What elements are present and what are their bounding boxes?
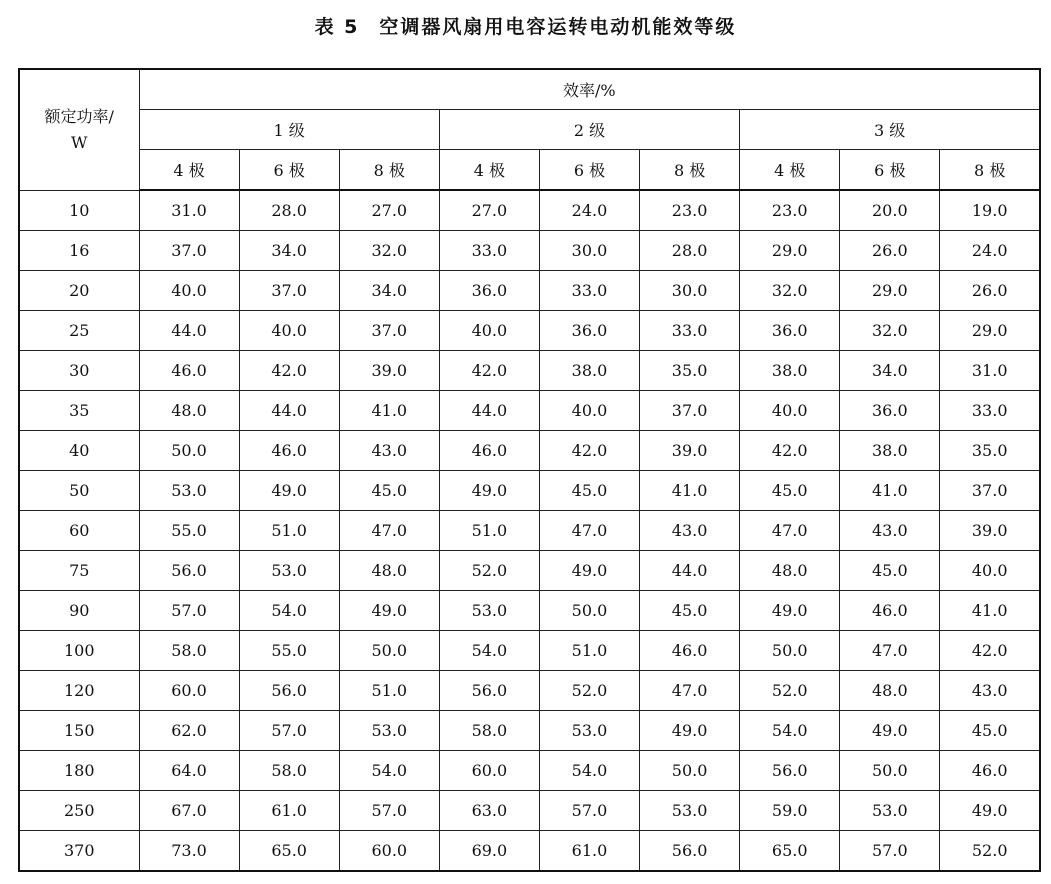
efficiency-cell: 30.0	[539, 231, 639, 271]
efficiency-cell: 48.0	[740, 551, 840, 591]
pole-header: 6 极	[239, 150, 339, 191]
efficiency-cell: 46.0	[139, 351, 239, 391]
efficiency-cell: 49.0	[740, 591, 840, 631]
efficiency-cell: 33.0	[439, 231, 539, 271]
efficiency-cell: 38.0	[539, 351, 639, 391]
efficiency-cell: 52.0	[439, 551, 539, 591]
efficiency-cell: 40.0	[940, 551, 1040, 591]
table-row	[19, 190, 1040, 231]
efficiency-cell: 36.0	[840, 391, 940, 431]
pole-header: 6 极	[840, 150, 940, 191]
efficiency-cell: 51.0	[439, 511, 539, 551]
efficiency-cell: 41.0	[339, 391, 439, 431]
efficiency-cell: 45.0	[840, 551, 940, 591]
efficiency-cell: 60.0	[139, 671, 239, 711]
table-row	[19, 791, 1040, 831]
table-row	[19, 671, 1040, 711]
efficiency-cell: 58.0	[439, 711, 539, 751]
efficiency-cell: 37.0	[139, 231, 239, 271]
grade-2-header: 2 级	[439, 110, 739, 150]
efficiency-cell: 57.0	[339, 791, 439, 831]
efficiency-cell: 58.0	[239, 751, 339, 791]
efficiency-cell: 33.0	[539, 271, 639, 311]
rated-power-header	[19, 69, 139, 190]
efficiency-cell: 47.0	[640, 671, 740, 711]
efficiency-cell: 32.0	[339, 231, 439, 271]
efficiency-cell: 29.0	[840, 271, 940, 311]
efficiency-cell: 30.0	[640, 271, 740, 311]
rated-power-cell: 75	[19, 551, 139, 591]
efficiency-cell: 43.0	[840, 511, 940, 551]
efficiency-cell: 69.0	[439, 831, 539, 872]
table-title	[0, 12, 1051, 39]
efficiency-cell: 29.0	[740, 231, 840, 271]
table-row	[19, 431, 1040, 471]
table-row	[19, 231, 1040, 271]
efficiency-cell: 39.0	[339, 351, 439, 391]
efficiency-cell: 53.0	[439, 591, 539, 631]
table-header	[19, 69, 1040, 190]
efficiency-cell: 32.0	[840, 311, 940, 351]
efficiency-cell: 63.0	[439, 791, 539, 831]
efficiency-cell: 52.0	[539, 671, 639, 711]
efficiency-cell: 56.0	[439, 671, 539, 711]
efficiency-cell: 35.0	[640, 351, 740, 391]
efficiency-cell: 53.0	[339, 711, 439, 751]
efficiency-cell: 49.0	[239, 471, 339, 511]
efficiency-cell: 45.0	[539, 471, 639, 511]
table-row	[19, 351, 1040, 391]
rated-power-cell: 20	[19, 271, 139, 311]
rated-power-cell: 180	[19, 751, 139, 791]
efficiency-cell: 61.0	[239, 791, 339, 831]
efficiency-cell: 41.0	[640, 471, 740, 511]
efficiency-cell: 53.0	[640, 791, 740, 831]
rated-power-cell: 120	[19, 671, 139, 711]
efficiency-cell: 56.0	[239, 671, 339, 711]
efficiency-cell: 52.0	[740, 671, 840, 711]
efficiency-cell: 53.0	[139, 471, 239, 511]
table-row	[19, 271, 1040, 311]
table-body	[19, 190, 1040, 871]
efficiency-cell: 57.0	[539, 791, 639, 831]
efficiency-cell: 61.0	[539, 831, 639, 872]
rated-power-cell: 40	[19, 431, 139, 471]
efficiency-header: 效率/%	[139, 69, 1040, 110]
efficiency-cell: 35.0	[940, 431, 1040, 471]
efficiency-cell: 49.0	[840, 711, 940, 751]
efficiency-cell: 23.0	[640, 190, 740, 231]
efficiency-cell: 49.0	[940, 791, 1040, 831]
efficiency-cell: 54.0	[539, 751, 639, 791]
efficiency-cell: 23.0	[740, 190, 840, 231]
efficiency-cell: 44.0	[439, 391, 539, 431]
efficiency-cell: 44.0	[640, 551, 740, 591]
efficiency-cell: 45.0	[640, 591, 740, 631]
efficiency-cell: 54.0	[339, 751, 439, 791]
efficiency-cell: 42.0	[239, 351, 339, 391]
efficiency-cell: 42.0	[940, 631, 1040, 671]
efficiency-cell: 37.0	[339, 311, 439, 351]
rated-power-cell: 25	[19, 311, 139, 351]
table-row	[19, 751, 1040, 791]
efficiency-cell: 41.0	[940, 591, 1040, 631]
efficiency-cell: 65.0	[239, 831, 339, 872]
efficiency-cell: 53.0	[539, 711, 639, 751]
efficiency-cell: 55.0	[239, 631, 339, 671]
efficiency-cell: 26.0	[840, 231, 940, 271]
efficiency-cell: 34.0	[239, 231, 339, 271]
efficiency-cell: 42.0	[740, 431, 840, 471]
pole-header: 8 极	[339, 150, 439, 191]
table-row	[19, 311, 1040, 351]
efficiency-cell: 56.0	[139, 551, 239, 591]
rated-power-unit: W	[71, 132, 88, 152]
efficiency-cell: 40.0	[239, 311, 339, 351]
efficiency-cell: 45.0	[740, 471, 840, 511]
efficiency-cell: 65.0	[740, 831, 840, 872]
efficiency-cell: 43.0	[339, 431, 439, 471]
efficiency-cell: 49.0	[439, 471, 539, 511]
efficiency-cell: 50.0	[139, 431, 239, 471]
efficiency-cell: 51.0	[239, 511, 339, 551]
efficiency-cell: 60.0	[339, 831, 439, 872]
table-row	[19, 511, 1040, 551]
rated-power-label: 额定功率/	[44, 106, 114, 126]
efficiency-cell: 56.0	[740, 751, 840, 791]
efficiency-cell: 57.0	[139, 591, 239, 631]
table-caption: 空调器风扇用电容运转电动机能效等级	[379, 16, 737, 38]
efficiency-cell: 39.0	[940, 511, 1040, 551]
table-row	[19, 391, 1040, 431]
rated-power-cell: 50	[19, 471, 139, 511]
efficiency-cell: 47.0	[840, 631, 940, 671]
efficiency-cell: 48.0	[139, 391, 239, 431]
efficiency-cell: 44.0	[239, 391, 339, 431]
efficiency-cell: 39.0	[640, 431, 740, 471]
efficiency-cell: 40.0	[139, 271, 239, 311]
efficiency-cell: 47.0	[740, 511, 840, 551]
efficiency-cell: 50.0	[740, 631, 840, 671]
efficiency-cell: 53.0	[239, 551, 339, 591]
rated-power-cell: 10	[19, 190, 139, 231]
efficiency-cell: 37.0	[940, 471, 1040, 511]
efficiency-cell: 49.0	[539, 551, 639, 591]
rated-power-cell: 30	[19, 351, 139, 391]
rated-power-cell: 90	[19, 591, 139, 631]
efficiency-cell: 50.0	[840, 751, 940, 791]
efficiency-cell: 38.0	[840, 431, 940, 471]
efficiency-cell: 62.0	[139, 711, 239, 751]
efficiency-cell: 20.0	[840, 190, 940, 231]
efficiency-cell: 64.0	[139, 751, 239, 791]
efficiency-cell: 46.0	[640, 631, 740, 671]
efficiency-cell: 73.0	[139, 831, 239, 872]
efficiency-cell: 43.0	[640, 511, 740, 551]
efficiency-cell: 41.0	[840, 471, 940, 511]
efficiency-grade-table	[18, 68, 1041, 872]
table-row	[19, 711, 1040, 751]
rated-power-cell: 370	[19, 831, 139, 872]
efficiency-cell: 44.0	[139, 311, 239, 351]
pole-header: 8 极	[940, 150, 1040, 191]
efficiency-cell: 56.0	[640, 831, 740, 872]
efficiency-cell: 50.0	[539, 591, 639, 631]
efficiency-cell: 50.0	[640, 751, 740, 791]
table-row	[19, 631, 1040, 671]
grade-3-header: 3 级	[740, 110, 1040, 150]
table-row	[19, 831, 1040, 872]
efficiency-cell: 37.0	[239, 271, 339, 311]
efficiency-cell: 52.0	[940, 831, 1040, 872]
efficiency-cell: 27.0	[339, 190, 439, 231]
efficiency-cell: 67.0	[139, 791, 239, 831]
efficiency-cell: 55.0	[139, 511, 239, 551]
pole-header: 6 极	[539, 150, 639, 191]
efficiency-cell: 33.0	[640, 311, 740, 351]
efficiency-cell: 57.0	[840, 831, 940, 872]
efficiency-cell: 45.0	[339, 471, 439, 511]
efficiency-cell: 28.0	[239, 190, 339, 231]
efficiency-cell: 47.0	[539, 511, 639, 551]
pole-header: 8 极	[640, 150, 740, 191]
rated-power-cell: 250	[19, 791, 139, 831]
efficiency-cell: 34.0	[840, 351, 940, 391]
efficiency-cell: 40.0	[740, 391, 840, 431]
rated-power-cell: 16	[19, 231, 139, 271]
efficiency-cell: 49.0	[339, 591, 439, 631]
rated-power-cell: 150	[19, 711, 139, 751]
efficiency-cell: 38.0	[740, 351, 840, 391]
efficiency-cell: 54.0	[239, 591, 339, 631]
efficiency-cell: 46.0	[239, 431, 339, 471]
pole-header: 4 极	[439, 150, 539, 191]
table-row	[19, 471, 1040, 511]
efficiency-cell: 46.0	[840, 591, 940, 631]
efficiency-cell: 36.0	[539, 311, 639, 351]
table-row	[19, 551, 1040, 591]
efficiency-cell: 48.0	[339, 551, 439, 591]
efficiency-cell: 48.0	[840, 671, 940, 711]
efficiency-cell: 60.0	[439, 751, 539, 791]
efficiency-cell: 49.0	[640, 711, 740, 751]
efficiency-cell: 57.0	[239, 711, 339, 751]
efficiency-cell: 54.0	[740, 711, 840, 751]
rated-power-cell: 60	[19, 511, 139, 551]
efficiency-cell: 27.0	[439, 190, 539, 231]
efficiency-cell: 37.0	[640, 391, 740, 431]
efficiency-cell: 33.0	[940, 391, 1040, 431]
efficiency-cell: 42.0	[539, 431, 639, 471]
efficiency-cell: 29.0	[940, 311, 1040, 351]
efficiency-cell: 50.0	[339, 631, 439, 671]
efficiency-cell: 53.0	[840, 791, 940, 831]
efficiency-cell: 51.0	[539, 631, 639, 671]
pole-header: 4 极	[740, 150, 840, 191]
efficiency-cell: 43.0	[940, 671, 1040, 711]
efficiency-cell: 19.0	[940, 190, 1040, 231]
efficiency-cell: 51.0	[339, 671, 439, 711]
efficiency-cell: 31.0	[139, 190, 239, 231]
efficiency-cell: 24.0	[539, 190, 639, 231]
efficiency-cell: 45.0	[940, 711, 1040, 751]
efficiency-cell: 31.0	[940, 351, 1040, 391]
pole-header: 4 极	[139, 150, 239, 191]
table-row	[19, 591, 1040, 631]
efficiency-cell: 34.0	[339, 271, 439, 311]
efficiency-cell: 40.0	[539, 391, 639, 431]
efficiency-cell: 32.0	[740, 271, 840, 311]
efficiency-cell: 42.0	[439, 351, 539, 391]
efficiency-cell: 36.0	[740, 311, 840, 351]
efficiency-cell: 28.0	[640, 231, 740, 271]
rated-power-cell: 100	[19, 631, 139, 671]
efficiency-cell: 47.0	[339, 511, 439, 551]
rated-power-cell: 35	[19, 391, 139, 431]
efficiency-cell: 46.0	[940, 751, 1040, 791]
table-number: 表 5	[314, 16, 360, 38]
efficiency-cell: 59.0	[740, 791, 840, 831]
grade-1-header: 1 级	[139, 110, 439, 150]
efficiency-cell: 24.0	[940, 231, 1040, 271]
efficiency-cell: 26.0	[940, 271, 1040, 311]
efficiency-cell: 46.0	[439, 431, 539, 471]
efficiency-cell: 36.0	[439, 271, 539, 311]
efficiency-cell: 58.0	[139, 631, 239, 671]
efficiency-cell: 54.0	[439, 631, 539, 671]
efficiency-cell: 40.0	[439, 311, 539, 351]
